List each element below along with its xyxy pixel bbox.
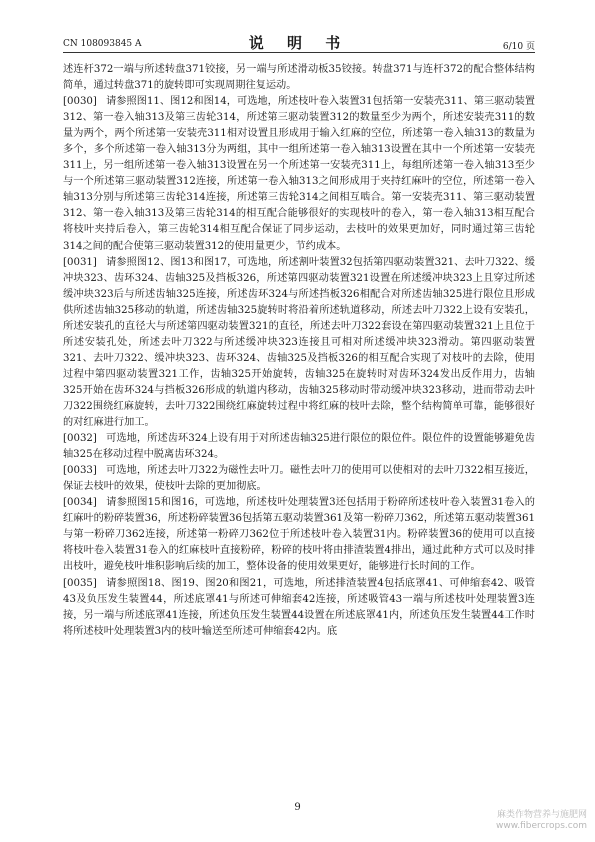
- paragraph-0030: [63, 94, 535, 254]
- watermark: [496, 810, 587, 832]
- paragraph-number: [0035]: [63, 577, 97, 589]
- paragraph-text: 可选地，所述齿环324上设有用于对所述齿轴325进行限位的限位件。限位件的设置能够避免齿轴325在移动过程中脱离齿环324。: [63, 433, 535, 461]
- paragraph-0031: [63, 255, 535, 432]
- paragraph-number: [0033]: [63, 465, 97, 477]
- paragraph-text: 请参照图11、图12和图14，可选地，所述枝叶卷入装置31包括第一安装壳311、第三驱动装置312、第一卷入轴313及第三齿轮314，所述第三驱动装置312的数量至少为两个，所述安装壳311的数量为两个，两个所述第一安装壳311相对设置且形成用于输入红麻的空位，所述第一卷入轴313的数量为多个，多个所述第一卷入轴313分为两组，其中一组所述第一卷入轴313设置在其中一个所述第一安装壳311上，另一组所述第一卷入轴313设置在另一个所述第一安装壳311上，每组所述第一卷入轴313至少与一个所述第三驱动装置312连接，所述第一卷入轴313之间形成用于夹持红麻叶的空位，所述第一卷入轴313分别与所述第三齿轮314连接，所述第三齿轮314之间相互啮合。第一安装壳311、第三驱动装置312、第一卷入轴313及第三齿轮314的相互配合能够很好的实现枝叶的卷入，第一卷入轴313相互配合将枝叶夹持后卷入，第三齿轮314相互配合保证了同步运动，去枝叶的效果更加好，同时通过第三齿轮314之间的配合使第三驱动装置312的使用量更少，节约成本。: [63, 96, 535, 252]
- document-body: [63, 62, 535, 640]
- patent-number: CN 108093845 A: [63, 39, 142, 49]
- document-title: 说 明 书: [248, 34, 350, 52]
- watermark-url: www.fibercrops.com: [496, 821, 587, 831]
- paragraph-0035: [63, 576, 535, 640]
- paragraph-text: 请参照图15和图16，可选地，所述枝叶处理装置3还包括用于粉碎所述枝叶卷入装置31卷入的红麻叶的粉碎装置36，所述粉碎装置36包括第五驱动装置361及第一粉碎刀362，所述第五驱动装置361与第一粉碎刀362连接，所述第一粉碎刀362位于所述枝叶卷入装置31内。粉碎装置36的使用可以直接将枝叶卷入装置31卷入的红麻枝叶直接粉碎，粉碎的枝叶将由排渣装置4排出，通过此种方式可以及时排出枝叶，避免枝叶堆积影响后续的加工，整体设备的使用效果更好，能够进行长时间的工作。: [63, 497, 535, 573]
- paragraph-0034: [63, 495, 535, 575]
- paragraph-number: [0031]: [63, 256, 97, 268]
- watermark-site-name: 麻类作物营养与施肥网: [496, 810, 587, 820]
- page-header: [63, 30, 535, 53]
- paragraph-0032: [63, 431, 535, 463]
- paragraph-text: 可选地，所述去叶刀322为磁性去叶刀。磁性去叶刀的使用可以使相对的去叶刀322相互接近，保证去枝叶的效果，使枝叶去除的更加彻底。: [63, 465, 535, 493]
- paragraph-number: [0034]: [63, 497, 97, 509]
- page-number: 9: [294, 802, 301, 813]
- paragraph-text: 请参照图12、图13和图17，可选地，所述割叶装置32包括第四驱动装置321、去叶刀322、缓冲块323、齿环324、齿轴325及挡板326，所述第四驱动装置321设置在所述缓冲块323上且穿过所述缓冲块323后与所述齿轴325连接，所述齿环324与所述挡板326相配合对所述齿轴325进行限位且形成供所述齿轴325移动的轨道，所述齿轴325旋转时将沿着所述轨道移动，所述去叶刀322上设有安装孔，所述安装孔的直径大与所述第四驱动装置321的直径，所述去叶刀322套设在第四驱动装置321上且位于所述安装孔处，所述去叶刀322与所述缓冲块323连接且可相对所述缓冲块323滑动。第四驱动装置321、去叶刀322、缓冲块323、齿环324、齿轴325及挡板326的相互配合实现了对枝叶的去除，使用过程中第四驱动装置321工作，齿轴325开始旋转，齿轴325在旋转时对齿环324发出反作用力，齿轴325开始在齿环324与挡板326形成的轨道内移动，齿轴325移动时带动缓冲块323移动，进而带动去叶刀322围绕红麻旋转，去叶刀322围绕红麻旋转过程中将红麻的枝叶去除，整个结构简单可靠，能够很好的对红麻进行加工。: [63, 256, 535, 429]
- paragraph-text: 述连杆372一端与所述转盘371铰接，另一端与所述滑动板35铰接。转盘371与连杆372的配合整体结构简单，通过转盘371的旋转即可实现周期往复运动。: [63, 64, 535, 92]
- page-indicator: 6/10 页: [502, 42, 535, 52]
- paragraph-0033: [63, 463, 535, 495]
- paragraph-continuation: [63, 62, 535, 94]
- paragraph-number: [0030]: [63, 96, 97, 108]
- paragraph-number: [0032]: [63, 433, 97, 445]
- paragraph-text: 请参照图18、图19、图20和图21，可选地，所述排渣装置4包括底罩41、可伸缩套42、吸管43及负压发生装置44，所述底罩41与所述可伸缩套42连接，所述吸管43一端与所述枝叶处理装置3连接，另一端与所述底罩41连接，所述负压发生装置44设置在所述底罩41内，所述负压发生装置44工作时将所述枝叶处理装置3内的枝叶输送至所述可伸缩套42内。底: [63, 577, 535, 637]
